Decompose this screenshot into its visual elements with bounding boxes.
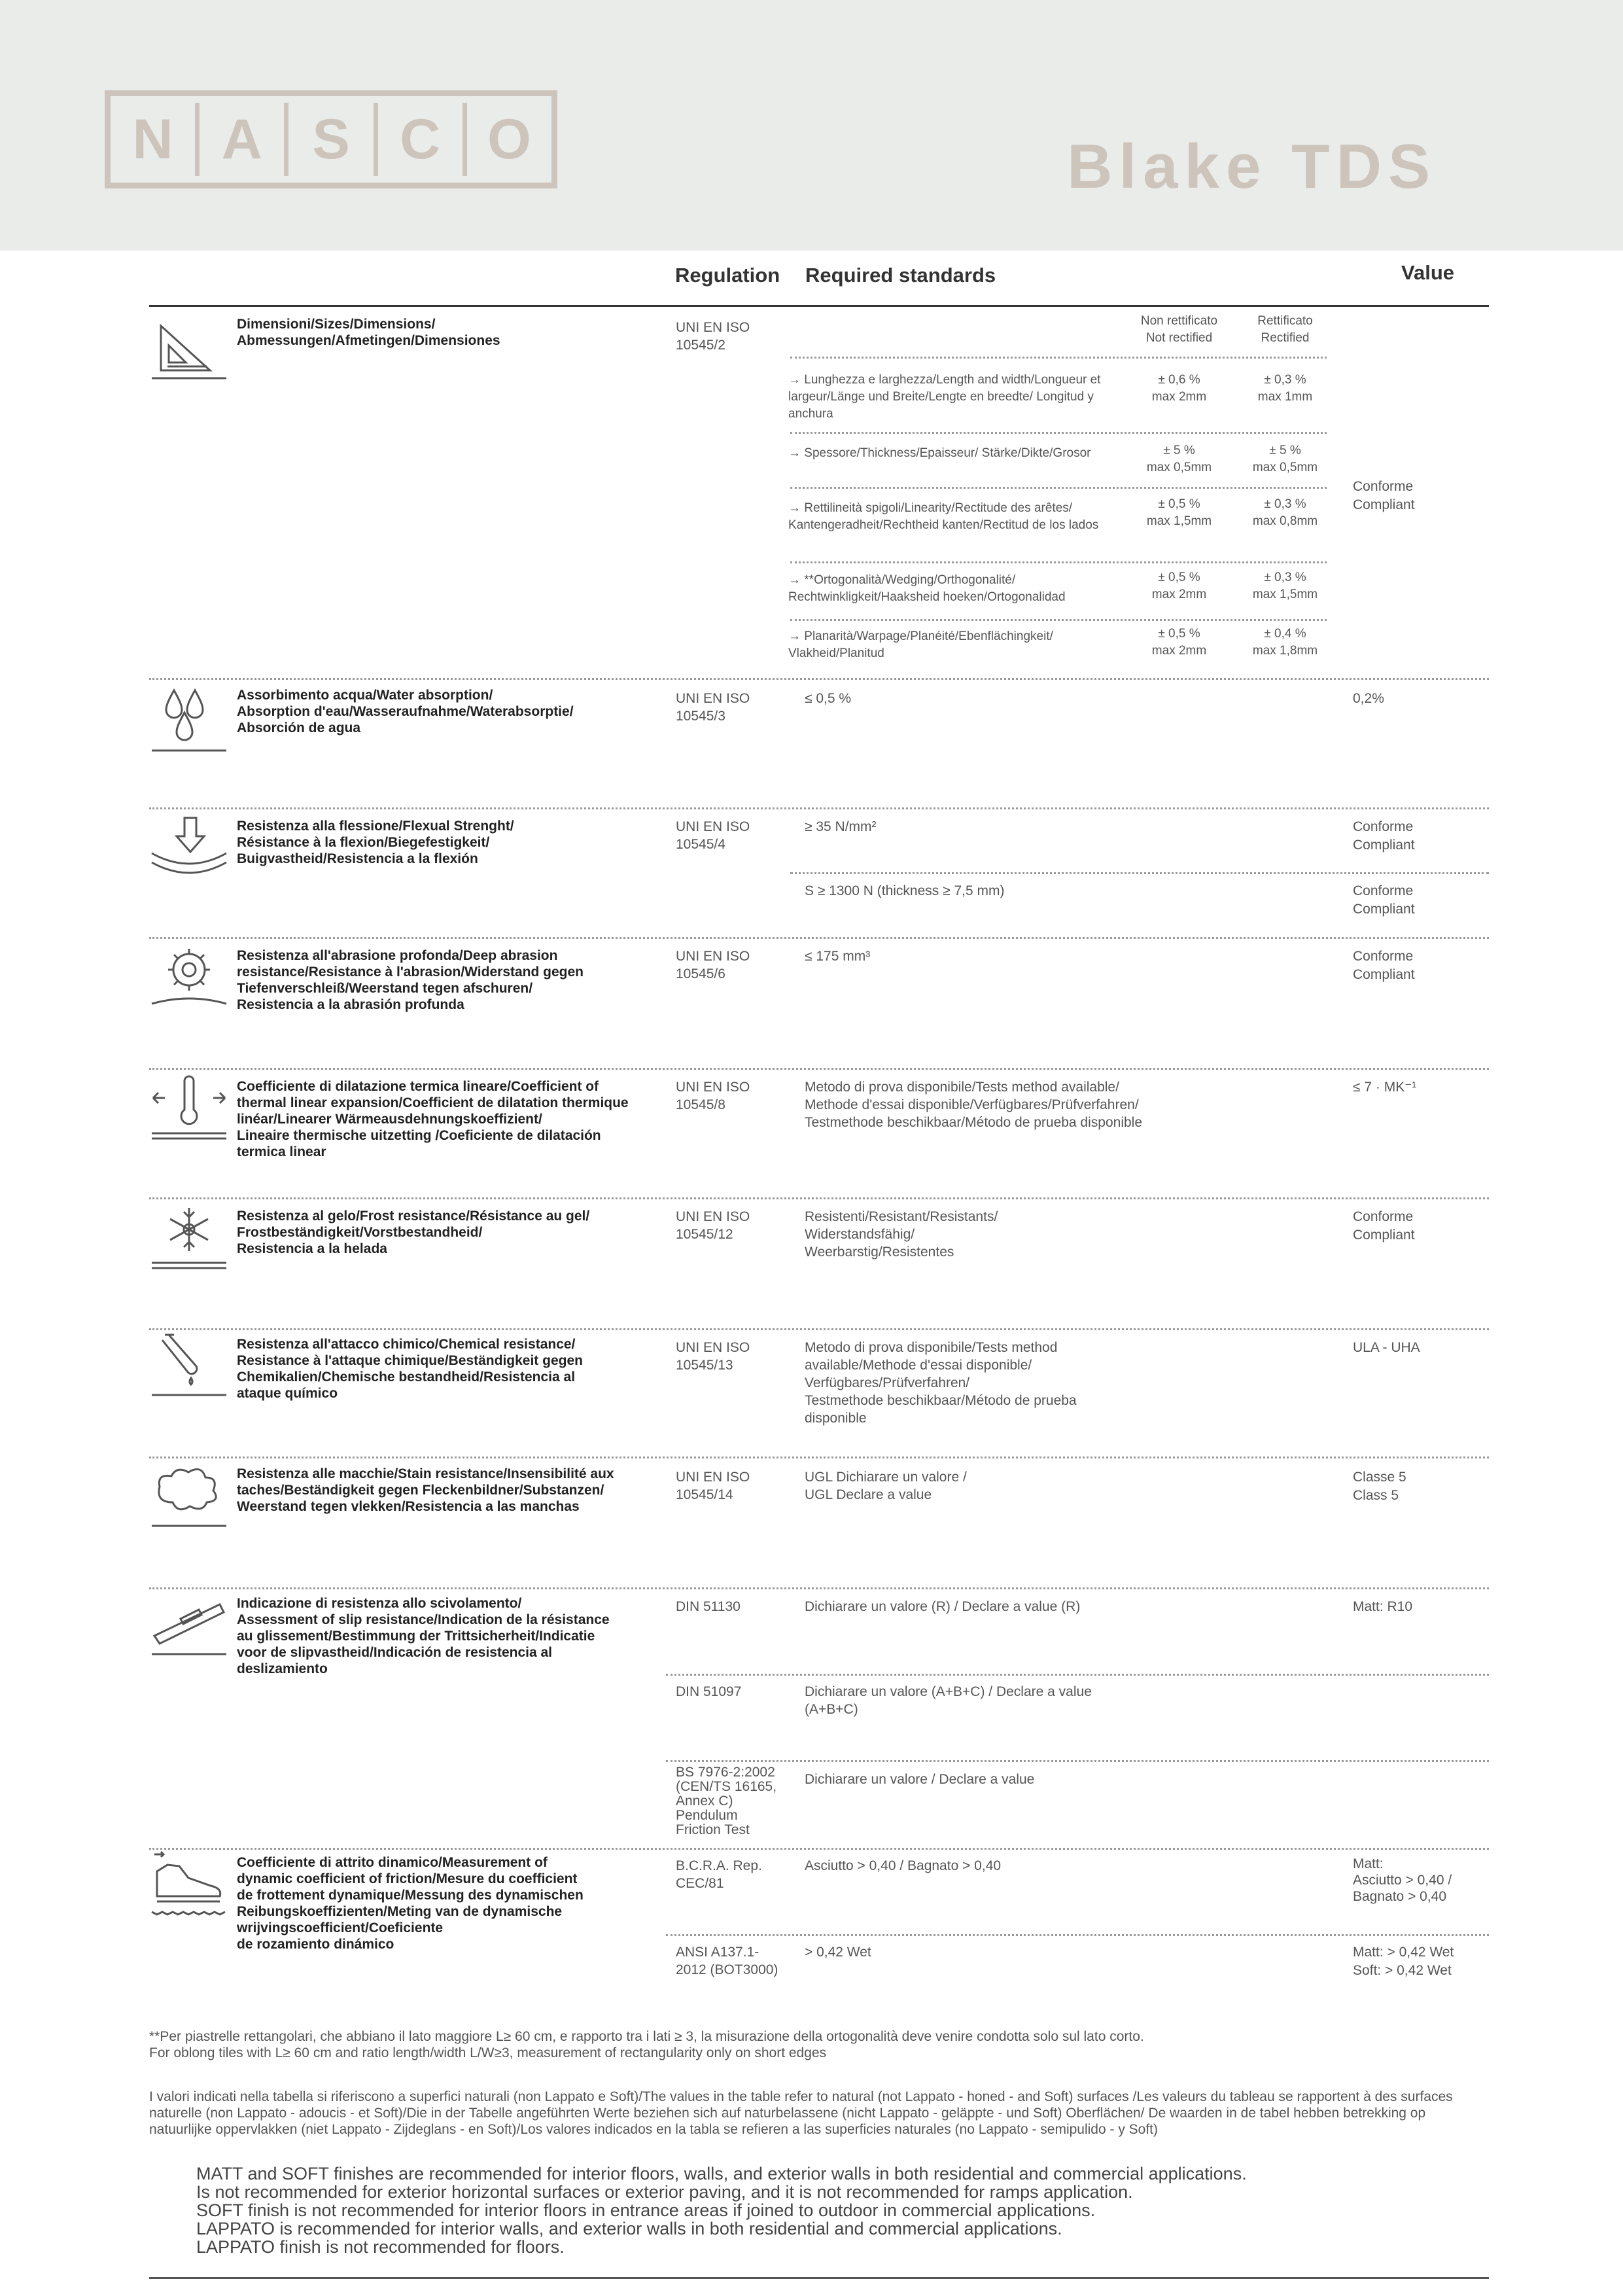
row-divider: [149, 1197, 1489, 1199]
row-divider: [149, 1328, 1489, 1330]
stain-splash-icon: [148, 1460, 230, 1539]
footnote-orthogonality: **Per piastrelle rettangolari, che abbiano il lato maggiore L≥ 60 cm, e rapporto tra i lati ≥ 3, la misurazione della ortogonalità deve venire condotta solo sul lato corto. For oblong tiles with L≥ 60 cm and ratio length/width L/W≥3, measurement of rectangularity only on short edges: [149, 2029, 1144, 2060]
regulation-code: B.C.R.A. Rep. CEC/81: [676, 1858, 762, 1891]
dimension-criterion: → Spessore/Thickness/Epaisseur/ Stärke/Dikte/Grosor: [788, 446, 1091, 460]
property-value: Matt: Asciutto > 0,40 / Bagnato > 0,40: [1353, 1856, 1452, 1904]
property-name: Assorbimento acqua/Water absorption/ Absorption d'eau/Wasseraufnahme/Waterabsorptie/ Absorción de agua: [237, 688, 574, 735]
required-standard: Metodo di prova disponibile/Tests method available/ Methode d'essai disponible/Verfügbares/Prüfverfahren/ Testmethode beschikbaar/Método de prueba disponible: [805, 1080, 1143, 1130]
snowflake-icon: [148, 1201, 230, 1280]
regulation-code: UNI EN ISO 10545/2: [676, 320, 750, 353]
row-divider: [149, 1068, 1489, 1070]
row-divider: [149, 1587, 1489, 1589]
required-standard: Metodo di prova disponibile/Tests method available/Methode d'essai disponible/ Verfügbares/Prüfverfahren/ Testmethode beschikbaar/Método de prueba disponible: [805, 1340, 1077, 1426]
property-name: Resistenza alla flessione/Flexual Strenght/ Résistance à la flexion/Biegefestigkeit/ Buigvastheid/Resistencia a la flexión: [237, 819, 514, 866]
row-divider: [149, 807, 1489, 809]
property-value: Matt: R10: [1353, 1599, 1413, 1614]
dimension-criterion: → Lunghezza e larghezza/Length and width/Longueur et largeur/Länge und Breite/Lengte en breedte/ Longitud y anchura: [788, 373, 1101, 421]
logo-letter: O: [487, 107, 531, 171]
property-name: Coefficiente di dilatazione termica lineare/Coefficient of thermal linear expansion/Coefficient de dilatation thermique linéar/Linearer Wärmeausdehnungskoeffizient/ Lineaire thermische uitzetting /Coeficiente de dilatación termica linear: [237, 1079, 629, 1159]
column-header-required: Required standards: [805, 264, 996, 287]
divider: [666, 1760, 1489, 1762]
property-value: Conforme Compliant: [1353, 949, 1415, 982]
test-tube-icon: [148, 1330, 230, 1408]
property-value: Conforme Compliant: [1353, 1209, 1415, 1243]
tolerance-rectified: ± 0,3 % max 1,5mm: [1252, 571, 1318, 601]
property-value: Classe 5 Class 5: [1353, 1470, 1406, 1503]
logo-letter: S: [288, 103, 377, 176]
tolerance-rectified: ± 0,3 % max 1mm: [1257, 373, 1313, 404]
set-square-icon: [148, 313, 230, 391]
required-standard: Dichiarare un valore / Declare a value: [805, 1772, 1035, 1787]
required-standard: UGL Dichiarare un valore / UGL Declare a value: [805, 1470, 967, 1502]
shoe-icon: [148, 1849, 230, 1928]
row-divider: [149, 1848, 1489, 1850]
regulation-code: UNI EN ISO 10545/12: [676, 1209, 750, 1242]
tolerance-non-rectified: ± 0,5 % max 1,5mm: [1146, 497, 1212, 528]
logo-letter: N: [111, 103, 200, 176]
table-top-rule: [149, 305, 1489, 307]
divider: [790, 432, 1327, 434]
property-value: Conforme Compliant: [1353, 883, 1415, 917]
regulation-code: UNI EN ISO 10545/8: [676, 1080, 750, 1112]
tolerance-rectified: ± 0,3 % max 0,8mm: [1252, 497, 1318, 528]
regulation-code: BS 7976-2:2002 (CEN/TS 16165, Annex C) Pendulum Friction Test: [676, 1765, 777, 1837]
regulation-code: ANSI A137.1- 2012 (BOT3000): [676, 1945, 778, 1977]
property-name: Indicazione di resistenza allo scivolamento/ Assessment of slip resistance/Indication de la résistance au glissement/Bestimmung der Trittsicherheit/Indicatie voor de slipvastheid/Indicación de resistencia al deslizamiento: [237, 1596, 610, 1676]
regulation-code: UNI EN ISO 10545/4: [676, 819, 750, 852]
divider: [666, 1674, 1489, 1676]
regulation-code: DIN 51097: [676, 1684, 742, 1699]
inclined-plane-icon: [148, 1590, 230, 1669]
property-name: Resistenza all'attacco chimico/Chemical resistance/ Resistance à l'attaque chimique/Beständigkeit gegen Chemikalien/Chemische bestandheid/Resistencia al ataque químico: [237, 1337, 583, 1401]
required-standard: Resistenti/Resistant/Resistants/ Widerstandsfähig/ Weerbarstig/Resistentes: [805, 1209, 998, 1260]
dimension-criterion: → Planarità/Warpage/Planéité/Ebenflächingkeit/ Vlakheid/Planitud: [788, 629, 1053, 660]
regulation-code: UNI EN ISO 10545/13: [676, 1340, 750, 1373]
water-drops-icon: [148, 684, 230, 762]
row-divider: [149, 937, 1489, 939]
document-title: Blake TDS: [1067, 132, 1437, 202]
property-name: Coefficiente di attrito dinamico/Measurement of dynamic coefficient of friction/Mesure du coefficient de frottement dynamique/Messung des dynamischen Reibungskoeffizienten/Meting van de dynamische wrijvingscoefficient/Coeficiente de rozamiento dinámico: [237, 1855, 584, 1952]
required-standard: ≤ 0,5 %: [805, 691, 852, 706]
row-divider: [149, 1457, 1489, 1458]
thermometer-icon: [148, 1073, 230, 1152]
property-name: Resistenza all'abrasione profonda/Deep abrasion resistance/Resistance à l'abrasion/Widerstand gegen Tiefenverschleiß/Weerstand tegen afschuren/ Resistencia a la abrasión profunda: [237, 948, 584, 1012]
divider: [790, 487, 1327, 489]
required-standard: Asciutto > 0,40 / Bagnato > 0,40: [805, 1858, 1002, 1873]
tolerance-non-rectified: ± 5 % max 0,5mm: [1146, 444, 1212, 474]
property-name: Dimensioni/Sizes/Dimensions/ Abmessungen/Afmetingen/Dimensiones: [237, 317, 500, 348]
dimension-criterion: → Rettilineità spigoli/Linearity/Rectitude des arêtes/ Kantengeradheit/Rechtheid kanten/Rectitud de los lados: [788, 501, 1099, 532]
required-standard: Dichiarare un valore (R) / Declare a value (R): [805, 1599, 1081, 1614]
divider: [790, 357, 1327, 359]
regulation-code: UNI EN ISO 10545/6: [676, 949, 750, 981]
required-standard: > 0,42 Wet: [805, 1945, 871, 1960]
tolerance-rectified: ± 5 % max 0,5mm: [1252, 444, 1318, 474]
property-value: Conforme Compliant: [1353, 819, 1415, 853]
regulation-code: UNI EN ISO 10545/3: [676, 691, 750, 724]
tolerance-rectified: ± 0,4 % max 1,8mm: [1252, 627, 1318, 658]
property-value: Matt: > 0,42 Wet Soft: > 0,42 Wet: [1353, 1945, 1454, 1978]
property-value: Conforme Compliant: [1353, 479, 1415, 512]
logo-letter: A: [200, 103, 288, 176]
tolerance-non-rectified: ± 0,5 % max 2mm: [1151, 627, 1207, 658]
tolerance-non-rectified: ± 0,5 % max 2mm: [1151, 571, 1207, 601]
footnote-surfaces: I valori indicati nella tabella si riferiscono a superfici naturali (non Lappato e Soft)/The values in the table refer to natural (not Lappato - honed - and Soft) surfaces /Les valeurs du tableau se rapportent à des surfaces naturelle (non Lappato - adoucis - et Soft)/Die in der Tabelle angeführten Werte beziehen sich auf naturbelassene (nicht Lappato - geläppte - und Soft) Oberflächen/ De waarden in de tabel hebben betrekking op natuurlijke oppervlakken (niet Lappato - Zijdeglans - en Soft)/Los valores indicados en la tabla se refieren a las superficies naturales (no Lappato - semipulido - y Soft): [149, 2089, 1453, 2137]
regulation-code: UNI EN ISO 10545/14: [676, 1470, 750, 1502]
nasco-logo: [105, 90, 557, 188]
row-divider: [149, 678, 1489, 680]
property-value: ≤ 7 · MK⁻¹: [1353, 1080, 1417, 1095]
tolerance-header-rectified: Rettificato Rectified: [1257, 314, 1313, 345]
property-value: ULA - UHA: [1353, 1340, 1420, 1355]
flexion-arrow-icon: [148, 811, 230, 890]
page-bottom-rule: [149, 2277, 1489, 2279]
required-standard: Dichiarare un valore (A+B+C) / Declare a value (A+B+C): [805, 1684, 1092, 1717]
finish-recommendations: MATT and SOFT finishes are recommended for interior floors, walls, and exterior walls in both residential and commercial applications. Is not recommended for exterior horizontal surfaces or exterior paving, and it is not recommended for ramps application. SOFT finish is not recommended for interior floors in entrance areas if joined to outdoor in commercial applications. LAPPATO is recommended for interior walls, and exterior walls in both residential and commercial applications. LAPPATO finish is not recommended for floors.: [196, 2164, 1247, 2257]
header-band: [0, 0, 1623, 251]
dimension-criterion: → **Ortogonalità/Wedging/Orthogonalité/ Rechtwinkligkeit/Haaksheid hoeken/Ortogonalidad: [788, 573, 1066, 604]
tolerance-header-non-rectified: Non rettificato Not rectified: [1140, 314, 1218, 345]
divider: [790, 872, 1489, 874]
column-header-value: Value: [1401, 261, 1454, 284]
required-standard: S ≥ 1300 N (thickness ≥ 7,5 mm): [805, 883, 1005, 898]
property-name: Resistenza al gelo/Frost resistance/Résistance au gel/ Frostbeständigkeit/Vorstbestandheid/ Resistencia a la helada: [237, 1209, 590, 1256]
divider: [790, 561, 1327, 563]
property-name: Resistenza alle macchie/Stain resistance/Insensibilité aux taches/Beständigkeit gegen Fleckenbildner/Substanzen/ Weerstand tegen vlekken/Resistencia a las manchas: [237, 1466, 614, 1514]
required-standard: ≤ 175 mm³: [805, 949, 871, 964]
required-standard: ≥ 35 N/mm²: [805, 819, 877, 834]
regulation-code: DIN 51130: [676, 1599, 741, 1614]
property-value: 0,2%: [1353, 691, 1384, 706]
abrasion-gear-icon: [148, 941, 230, 1019]
column-header-regulation: Regulation: [675, 264, 780, 287]
divider: [790, 619, 1327, 621]
divider: [666, 1934, 1489, 1936]
logo-letter: C: [378, 103, 467, 176]
tolerance-non-rectified: ± 0,6 % max 2mm: [1151, 373, 1207, 404]
